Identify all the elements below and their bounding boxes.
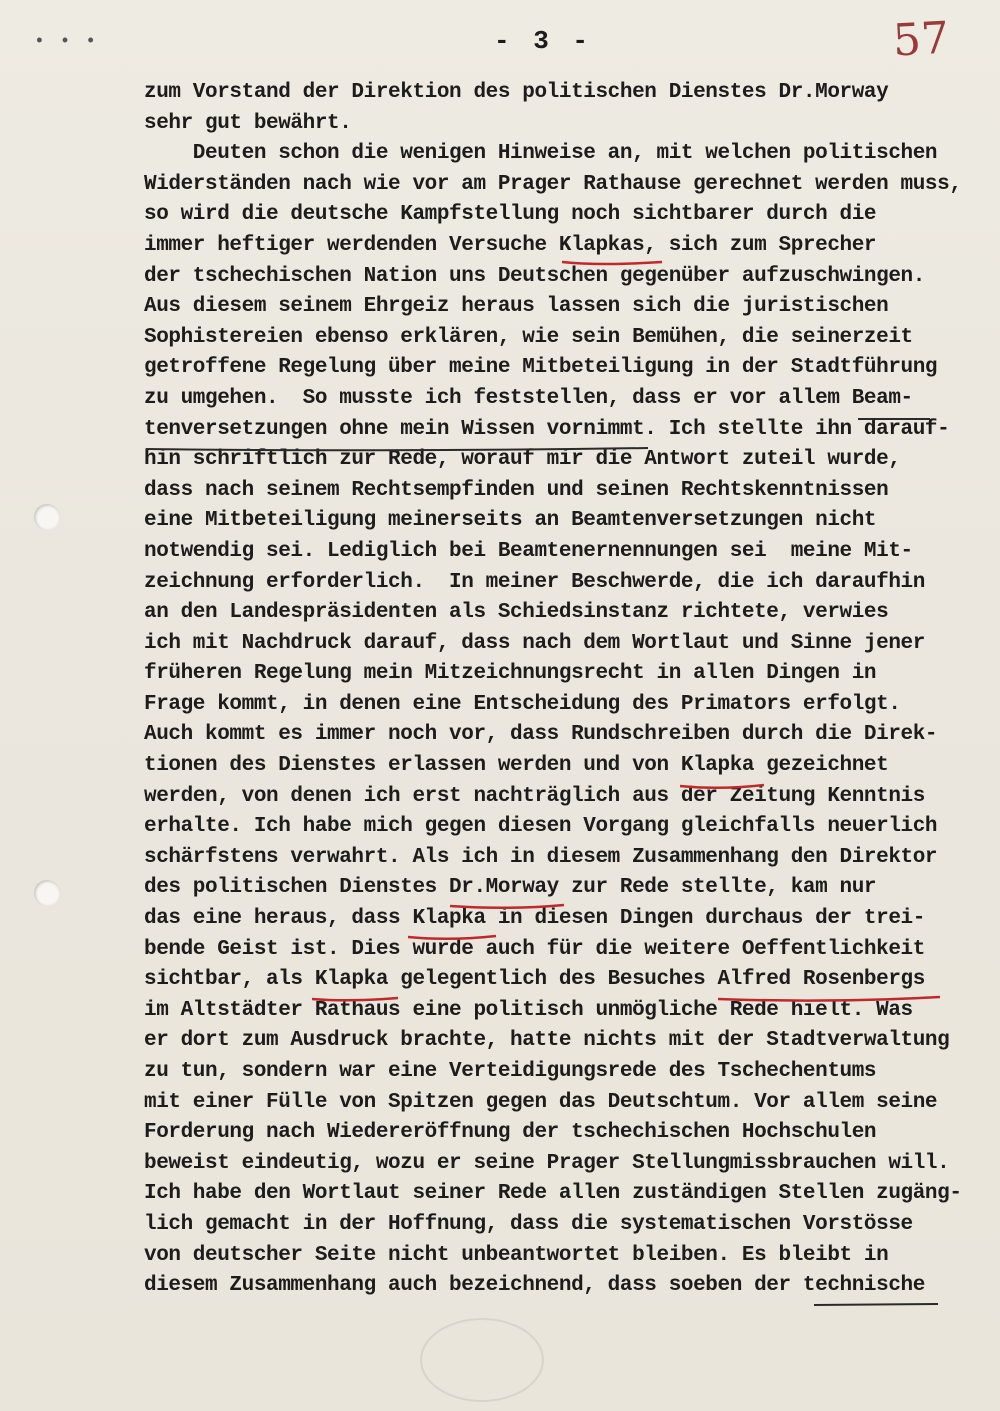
text-line: Deuten schon die wenigen Hinweise an, mit welchen politischen: [144, 142, 938, 166]
text-line: lich gemacht in der Hoffnung, dass die systematischen Vorstösse: [144, 1212, 913, 1236]
text-line: Sophistereien ebenso erklären, wie sein Bemühen, die seinerzeit: [144, 325, 913, 349]
corner-marks: • • •: [34, 32, 99, 52]
text-line: früheren Regelung mein Mitzeichnungsrecht in allen Dingen in: [144, 662, 877, 686]
punch-hole-top: [34, 504, 60, 530]
page-number: - 3 -: [494, 26, 593, 56]
text-line: tionen des Dienstes erlassen werden und von Klapka gezeichnet: [144, 754, 889, 778]
text-line: an den Landespräsidenten als Schiedsinstanz richtete, verwies: [144, 601, 889, 625]
text-line: das eine heraus, dass Klapka in diesen Dingen durchaus der trei-: [144, 907, 925, 931]
text-line: immer heftiger werdenden Versuche Klapkas, sich zum Sprecher: [144, 233, 877, 257]
text-line: Ich habe den Wortlaut seiner Rede allen zuständigen Stellen zugäng-: [144, 1182, 962, 1206]
text-line: Aus diesem seinem Ehrgeiz heraus lassen sich die juristischen: [144, 295, 889, 319]
text-line: so wird die deutsche Kampfstellung noch sichtbarer durch die: [144, 203, 877, 227]
underline-technische: [814, 1304, 938, 1305]
text-line: dass nach seinem Rechtsempfinden und seinen Rechtskenntnissen: [144, 478, 889, 502]
text-line: ich mit Nachdruck darauf, dass nach dem Wortlaut und Sinne jener: [144, 631, 925, 655]
text-line: des politischen Dienstes Dr.Morway zur Rede stellte, kam nur: [144, 876, 877, 900]
text-line: erhalte. Ich habe mich gegen diesen Vorgang gleichfalls neuerlich: [144, 815, 938, 839]
text-line: Widerständen nach wie vor am Prager Rathause gerechnet werden muss,: [144, 172, 962, 196]
faint-stamp: [420, 1318, 544, 1402]
text-line: er dort zum Ausdruck brachte, hatte nichts mit der Stadtverwaltung: [144, 1029, 950, 1053]
text-line: zum Vorstand der Direktion des politischen Dienstes Dr.Morway: [144, 81, 889, 104]
text-line: notwendig sei. Lediglich bei Beamtenernennungen sei meine Mit-: [144, 539, 913, 563]
typed-text-body: [144, 78, 974, 1302]
text-line: eine Mitbeteiligung meinerseits an Beamtenversetzungen nicht: [144, 509, 877, 533]
text-line: beweist eindeutig, wozu er seine Prager Stellungmissbrauchen will.: [144, 1151, 950, 1175]
text-line: Forderung nach Wiedereröffnung der tschechischen Hochschulen: [144, 1121, 877, 1145]
text-line: tenversetzungen ohne mein Wissen vornimmt. Ich stellte ihn darauf-: [144, 417, 950, 441]
text-line: der tschechischen Nation uns Deutschen gegenüber aufzuschwingen.: [144, 264, 925, 288]
text-line: getroffene Regelung über meine Mitbeteiligung in der Stadtführung: [144, 356, 938, 380]
text-line: im Altstädter Rathaus eine politisch unmögliche Rede hielt. Was: [144, 998, 913, 1022]
text-line: sehr gut bewährt.: [144, 111, 352, 135]
text-line: zu tun, sondern war eine Verteidigungsrede des Tschechentums: [144, 1060, 877, 1083]
text-line: bende Geist ist. Dies wurde auch für die weitere Oeffentlichkeit: [144, 937, 925, 961]
text-line: sichtbar, als Klapka gelegentlich des Besuches Alfred Rosenbergs: [144, 968, 925, 992]
text-line: zeichnung erforderlich. In meiner Beschwerde, die ich daraufhin: [144, 570, 925, 594]
text-line: mit einer Fülle von Spitzen gegen das Deutschtum. Vor allem seine: [144, 1090, 938, 1114]
text-line: von deutscher Seite nicht unbeantwortet bleiben. Es bleibt in: [144, 1243, 889, 1267]
text-line: werden, von denen ich erst nachträglich aus der Zeitung Kenntnis: [144, 784, 925, 808]
text-line: zu umgehen. So musste ich feststellen, dass er vor allem Beam-: [144, 386, 913, 410]
text-line: Auch kommt es immer noch vor, dass Rundschreiben durch die Direk-: [144, 723, 938, 747]
text-line: schärfstens verwahrt. Als ich in diesem Zusammenhang den Direktor: [144, 845, 938, 869]
text-line: diesem Zusammenhang auch bezeichnend, dass soeben der technische: [144, 1274, 925, 1298]
archive-number: 57: [891, 12, 951, 67]
punch-hole-bottom: [34, 880, 60, 906]
text-line: hin schriftlich zur Rede, worauf mir die Antwort zuteil wurde,: [144, 448, 901, 472]
text-line: Frage kommt, in denen eine Entscheidung des Primators erfolgt.: [144, 692, 901, 716]
